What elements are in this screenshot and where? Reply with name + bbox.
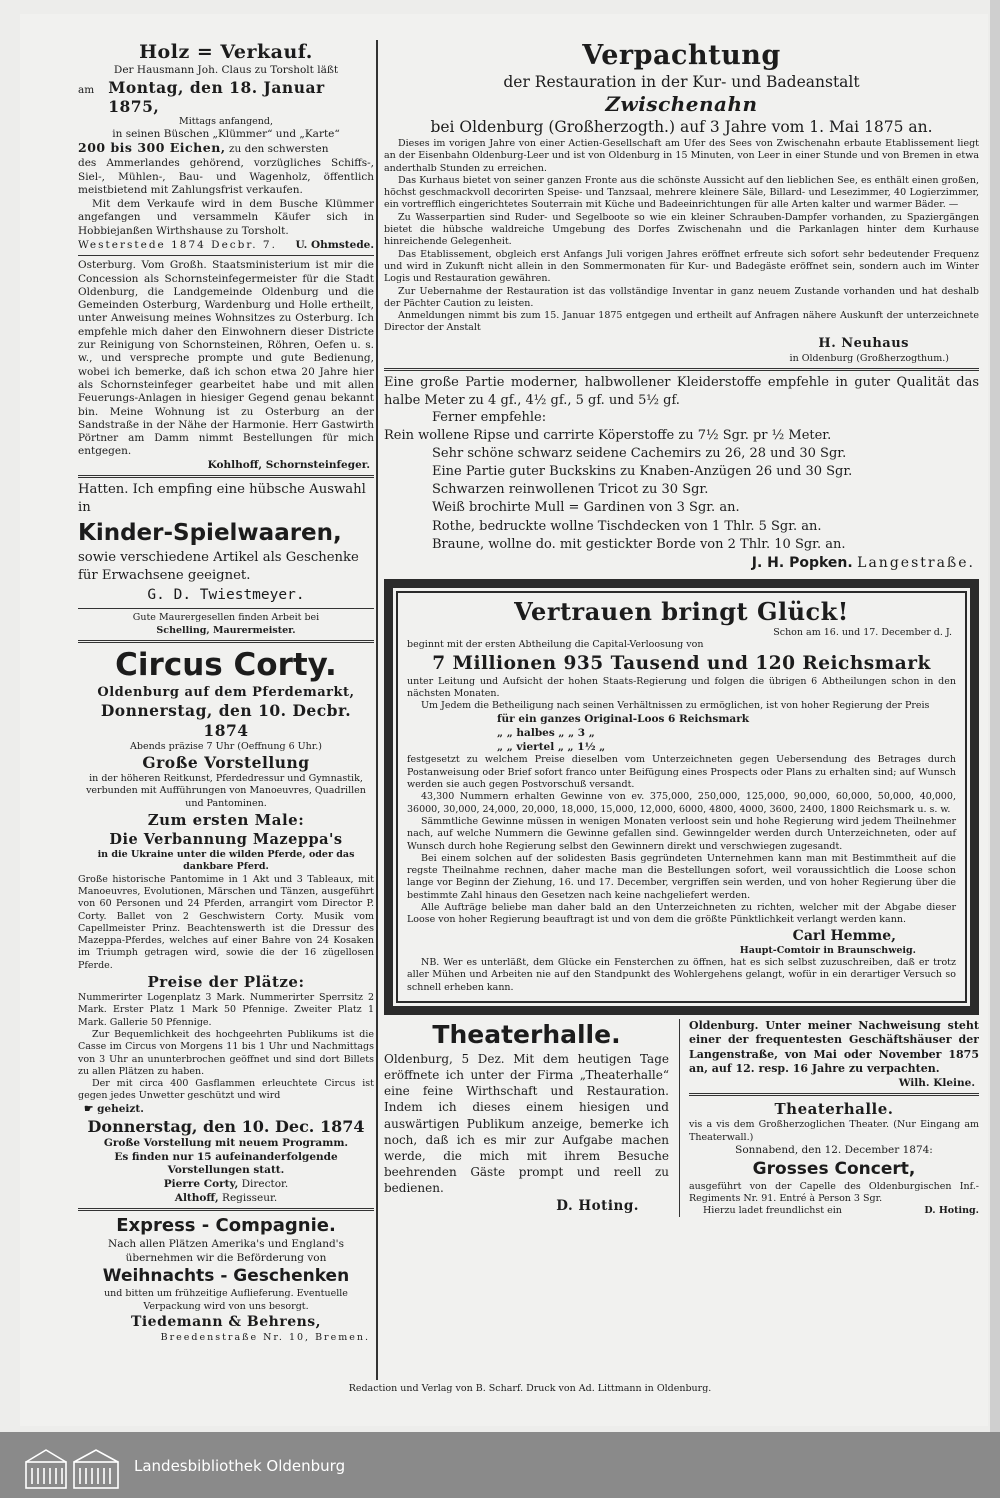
ad-signature: Carl Hemme, [792,927,896,944]
ad-verpachtung [384,40,979,365]
ad-signature: Tiedemann & Behrens, [130,1314,322,1331]
ad-text: ausgeführt von der Capelle des Oldenburgischen Inf.-Regiments Nr. 91. Entré à Person 3 Sgr. [689,1180,979,1204]
ad-title: Kinder-Spielwaaren, [78,520,342,547]
ad-text: des Ammerlandes gehörend, vorzügliches Schiffs-, Siel-, Mühlen-, Bau- und Wagenholz, öffentlich meistbietend mit Zahlungsfrist verkaufen. [78,157,374,197]
ad-text: Abends präzise 7 Uhr (Oeffnung 6 Uhr.) [130,740,322,752]
library-bar [0,1432,1000,1498]
ad-subtitle: Oldenburg auf dem Pferdemarkt, [97,684,355,700]
ad-circus-corty [78,646,374,1205]
ad-text: Alle Aufträge beliebe man daher bald an den Unterzeichneten zu richten, welcher mit der Abgabe dieser Loose von hoher Regierung beauftragt ist und von dem die größte Pünktlichkeit verlangt werden kann. [407,902,956,926]
ad-text: Es finden nur 15 aufeinanderfolgende Vorstellungen statt. [114,1150,338,1177]
ad-popken [384,374,979,573]
list-item: Braune, wollne do. mit gestickter Borde von 2 Thlr. 10 Sgr. an. [432,536,846,552]
ad-date: Donnerstag, den 10. Decbr. 1874 [100,700,352,740]
ad-signature: H. Neuhaus [818,335,909,351]
ad-text: Ferner empfehle: [432,410,547,426]
ad-subtitle: bei Oldenburg (Großherzogth.) auf 3 Jahre vom 1. Mai 1875 an. [430,118,933,136]
price-list [497,712,956,754]
ad-signature: D. Hoting. [924,1205,979,1217]
ad-text: Große Vorstellung mit neuem Programm. [103,1137,349,1150]
ad-title: Theaterhalle. [432,1019,621,1049]
ad-title: Circus Corty. [115,646,337,683]
right-bottom [689,1019,979,1218]
ad-text: beginnt mit der ersten Abtheilung die Capital-Verloosung von [407,639,704,651]
ad-text: Eine große Partie moderner, halbwollener Kleiderstoffe empfehle in guter Qualität das halbe Meter zu 4 gf., 4½ gf., 5 gf. und 5½ gf. [384,375,979,409]
ad-text: geheizt. [97,1102,144,1115]
ad-text: Gute Maurergesellen finden Arbeit bei [132,612,320,624]
ad-theaterhalle-1 [384,1019,669,1218]
ad-signature: U. Ohmstede. [295,238,374,251]
ad-heading: Die Verbannung Mazeppa's [109,831,343,849]
bottom-row [384,1019,979,1218]
library-building-icon [22,1446,122,1490]
ad-highlight: Weihnachts - Geschenken [102,1266,350,1287]
ad-title: Express - Compagnie. [116,1215,336,1237]
list-item: Eine Partie guter Buckskins zu Knaben-Anzügen 26 und 30 Sgr. [432,463,853,479]
ad-text: sowie verschiedene Artikel als Geschenke für Erwachsene geeignet. [78,550,359,584]
ad-kinder-spielwaaren [78,481,374,605]
ad-text: in seinen Büschen „Klümmer“ und „Karte“ [112,127,340,140]
ad-signature: Pierre Corty, [163,1178,239,1191]
ad-text: Das Kurhaus bietet von seiner ganzen Fronte aus die schönste Aussicht auf den lieblichen See, es enthält einen großen, höchst geschmackvoll decorirten Speise- und Tanzsaal, mehrere kleinere Säle, Billard- und Lesezimmer, 40 Logierzimmer, ein vortrefflich eingerichtetes Souterrain mit Küche und Badeeinrichtungen für alle Arten kalter und warmer Bäder. — [384,174,979,211]
price-item: „ „ halbes „ „ 3 „ [497,727,595,740]
ad-text: Sämmtliche Gewinne müssen in wenigen Monaten verloost sein und hohe Regierung wird jedem Theilnehmer nach, auf welche Nummern die Gewinne gefallen sind. Gewinngelder werden durch Unterzeichneten, oder auf Wunsch durch hohe Regierung selbst den Gewinnern direkt und verschwiegen zugesandt. [407,815,956,852]
ad-text: Der Hausmann Joh. Claus zu Torsholt läßt [113,64,339,76]
ad-text: Große historische Pantomime in 1 Akt und 3 Tableaux, mit Manoeuvres, Evolutionen, Märschen und Tänzen, ausgeführt von 60 Personen und 24 Pferden, arrangirt vom Director P. Corty. Ballet von 2 Geschwistern Corty. Musik vom Capellmeister Prinz. Beachtenswerth ist die Dressur des Mazeppa-Pferdes, welches auf einer Bahre von 24 Kosaken im Triumph getragen wird, sowie die der 16 zügellosen Pferde. [78,873,374,971]
ad-text: Mittags anfangend, [178,115,274,127]
ad-highlight: 7 Millionen 935 Tausend und 120 Reichsmark [432,652,931,674]
ad-signature: J. H. Popken. [751,554,853,571]
ad-text: in der höheren Reitkunst, Pferdedressur und Gymnastik, verbunden mit Aufführungen von Manoeuvres, Quadrillen und Pantominen. [86,773,366,809]
ad-text: Nach allen Plätzen Amerika's und England's übernehmen wir die Beförderung von [108,1238,344,1264]
ad-schornsteinfeger [78,259,374,472]
ad-text: Haupt-Comtoir in Braunschweig. [739,944,916,956]
hand-pointer-icon: ☛ [84,1102,94,1115]
ad-text: Hatten. Ich empfing eine hübsche Auswahl in [78,482,366,516]
ad-text: in die Ukraine unter die wilden Pferde, oder das dankbare Pferd. [97,849,355,873]
ad-place: Zwischenahn [605,92,758,116]
ad-text: 43,300 Nummern erhalten Gewinne von ev. 375,000, 250,000, 125,000, 90,000, 60,000, 50,000, 40,000, 36000, 30,000, 24,000, 20,000, 18,000, 15,000, 12,000, 6000, 4800, 4000, 3600, 2400, 1800 Reichsmark u. s. w. [407,791,956,815]
left-column [78,40,374,1380]
ad-text: unter Leitung und Aufsicht der hohen Staats-Regierung und folgen die übrigen 6 Abtheilungen schon in den nächsten Monaten. [407,675,956,699]
ad-kleine [689,1019,979,1091]
list-item: Rothe, bedruckte wollne Tischdecken von 1 Thlr. 5 Sgr. an. [432,518,822,534]
ad-text: Zu Wasserpartien sind Ruder- und Segelboote so wie ein kleiner Schrauben-Dampfer vorhanden, zu Spaziergängen bietet die hübsche waldreiche Umgebung des Dorfes Zwischenahn und die Parkanlagen hinter dem Kurhause hinreichende Gelegenheit. [384,211,979,248]
list-item: Weiß brochirte Mull = Gardinen von 3 Sgr. an. [432,500,740,516]
ad-text: Osterburg. Vom Großh. Staatsministerium ist mir die Concession als Schornsteinfegermeister für die Stadt Oldenburg, die Landgemeinde Oldenburg und die Gemeinden Osterburg, Wardenburg und Holle ertheilt, unter Anweisung meines Wohnsitzes zu Osterburg. Ich empfehle mich daher den Einwohnern dieser Districte zur Reinigung von Schornsteinen, Röhren, Oefen u. s. w., und verspreche prompte und gute Bedienung, wobei ich bemerke, daß ich schon etwa 20 Jahre hier als Schornsteinfeger gearbeitet habe und mit allen Feuerungs-Anlagen in hiesiger Gegend genau bekannt bin. Meine Wohnung ist zu Osterburg an der Sandstraße in der Nähe der Harmonie. Herr Gastwirth Pörtner am Damm nimmt Bestellungen für mich entgegen. [78,259,374,458]
ad-maurer [78,612,374,637]
imprint: Redaction und Verlag von B. Scharf. Druck von Ad. Littmann in Oldenburg. [348,1383,712,1394]
ad-text: zu den schwersten [228,143,329,156]
ad-text: Um Jedem die Betheiligung nach seinen Verhältnissen zu ermöglichen, ist von hoher Regierung der Preis [421,700,930,712]
ad-text: Hierzu ladet freundlichst ein [703,1205,842,1217]
ad-text: Nummerirter Logenplatz 3 Mark. Nummerirter Sperrsitz 2 Mark. Erster Platz 1 Mark 50 Pfennige. Zweiter Platz 1 Mark. Gallerie 50 Pfennige. [78,992,374,1028]
price-item: „ „ viertel „ „ 1½ „ [497,741,606,754]
ad-text: Zur Bequemlichkeit des hochgeehrten Publikums ist die Casse im Circus von Morgens 11 bis 1 Uhr und Nachmittags von 3 Uhr an ununterbrochen geöffnet und sind dort Billets zu allen Plätzen zu haben. [78,1028,374,1077]
ad-heading: Große Vorstellung [142,753,310,773]
ad-text: Mit dem Verkaufe wird in dem Busche Klümmer angefangen und versammeln Käufer sich in Hobbiejanßen Wirthshause zu Torsholt. [78,197,374,238]
ad-highlight: 200 bis 300 Eichen, [78,140,226,156]
ad-theaterhalle-2 [689,1099,979,1217]
ad-signature: D. Hoting. [556,1197,639,1214]
column-rule [679,1019,680,1218]
ad-signature: Althoff, [174,1191,219,1204]
ad-title: Theaterhalle. [774,1100,894,1119]
ad-text: vis a vis dem Großherzoglichen Theater. (Nur Eingang am Theaterwall.) [689,1119,979,1143]
ad-place: Westerstede 1874 Decbr. 7. [78,238,277,251]
ad-text: Bei einem solchen auf der solidesten Basis gegründeten Unternehmen kann man mit Bestimmtheit auf die regste Theilnahme rechnen, daher mache man die Bestellungen sofort, weil voraussichtlich die Loose schon lange vor Beginn der Ziehung, 16. und 17. December, vergriffen sein werden, und von hoher Regierung über die bestimmte Zahl hinaus den Gesetzen nach keine nachgeliefert werden. [407,852,956,901]
list-item: Schwarzen reinwollenen Tricot zu 30 Sgr. [432,482,709,498]
list-item: Sehr schöne schwarz seidene Cachemirs zu 26, 28 und 30 Sgr. [432,445,847,461]
ad-signature: Kohlhoff, Schornsteinfeger. [207,458,370,471]
library-name: Landesbibliothek Oldenburg [134,1457,346,1475]
ad-highlight: Grosses Concert, [752,1158,916,1179]
ad-text: Das Etablissement, obgleich erst Anfangs Juli vorigen Jahres eröffnet erfreute sich sofort sehr bedeutender Frequenz und wird in Zukunft nicht allein in den Sommermonaten für Kur- und Badegäste eröffnet sein, sondern auch im Winter Logis und Restauration gewähren. [384,248,979,285]
ad-text: Regisseur. [222,1191,278,1204]
ad-lottery-box [384,579,979,1015]
ad-subtitle: der Restauration in der Kur- und Badeanstalt [503,73,860,91]
ad-text: NB. Wer es unterläßt, dem Glücke ein Fensterchen zu öffnen, hat es sich selbst zuzuschreiben, daß er trotz aller Mühen und Arbeiten nie auf den Standpunkt des Wohlergehens gelangt, wofür in ein derartiger Versuch so schnell erheben kann. [407,956,956,993]
ad-text: Der mit circa 400 Gasflammen erleuchtete Circus ist gegen jedes Unwetter geschützt und wird [78,1078,374,1102]
product-list [384,427,979,554]
right-column [384,40,979,1380]
ad-text: Oldenburg. Unter meiner Nachweisung steht einer der frequentesten Geschäftshäuser der Langenstraße, von Mai oder November 1875 an, auf 12. resp. 16 Jahre zu verpachten. [689,1018,979,1076]
ad-heading: Preise der Plätze: [147,973,305,992]
ad-text: und bitten um frühzeitige Auflieferung. Eventuelle Verpackung wird von uns besorgt. [104,1288,348,1312]
ad-text: Schon am 16. und 17. December d. J. [773,626,952,638]
ad-text: Anmeldungen nimmt bis zum 15. Januar 1875 entgegen und ertheilt auf Anfragen nähere Auskunft der unterzeichnete Director der Anstalt [384,310,979,334]
ad-date: Montag, den 18. Januar 1875, [108,77,325,116]
list-item: Rein wollene Ripse und carrirte Köperstoffe zu 7½ Sgr. pr ½ Meter. [384,427,832,443]
ad-text: Zur Uebernahme der Restauration ist das vollständige Inventar in ganz neuem Zustande vorhanden und hat deshalb der Pächter Caution zu leisten. [384,285,979,309]
ad-title: Verpachtung [582,40,781,71]
ad-text: Dieses im vorigen Jahre von einer Actien-Gesellschaft am Ufer des Sees von Zwischenahn erbaute Etablissement liegt an der Eisenbahn Oldenburg-Leer und ist von Oldenburg in 15 Minuten, von Leer in einer Stunde und von Bremen in etwa anderthalb Stunden zu erreichen. [384,138,979,174]
ad-address: Breedenstraße Nr. 10, Bremen. [160,1332,370,1344]
ad-heading: Zum ersten Male: [147,811,305,830]
ad-text: Oldenburg, 5 Dez. Mit dem heutigen Tage eröffnete ich unter der Firma „Theaterhalle“ eine feine Wirthschaft und Restauration. Indem ich dieses einem hiesigen und auswärtigen Publikum anzeige, bemerke ich noch, daß ich es mir zur Aufgabe machen werde, die mich mit ihrem Besuche beehrenden Gäste prompt und reell zu bedienen. [384,1051,669,1196]
ad-text: am [78,83,95,96]
ad-text: Sonnabend, den 12. December 1874: [735,1143,933,1156]
ad-holz-verkauf [78,40,374,252]
column-rule [376,40,378,1380]
price-item: für ein ganzes Original-Loos 6 Reichsmark [497,713,750,726]
ad-date: Donnerstag, den 10. Dec. 1874 [87,1117,365,1137]
ad-signature: G. D. Twiestmeyer. [147,587,305,604]
ad-title: Holz = Verkauf. [139,41,313,63]
ad-text: in Oldenburg (Großherzogthum.) [789,352,949,364]
ad-title: Vertrauen bringt Glück! [514,596,849,626]
ad-express-compagnie [78,1214,374,1344]
ad-text: festgesetzt zu welchem Preise dieselben vom Unterzeichneten gegen Uebersendung des Betrages durch Postanweisung oder Brief sofort franco unter Beifügung eines Prospects oder Plans zu erhalten sind; auf Wunsch werden sie auch gegen Postvorschuß versandt. [407,754,956,791]
ad-address: Langestraße. [857,554,975,571]
ad-signature: Wilh. Kleine. [898,1076,975,1089]
ad-text: Director. [241,1178,289,1191]
ad-signature: Schelling, Maurermeister. [156,624,296,636]
